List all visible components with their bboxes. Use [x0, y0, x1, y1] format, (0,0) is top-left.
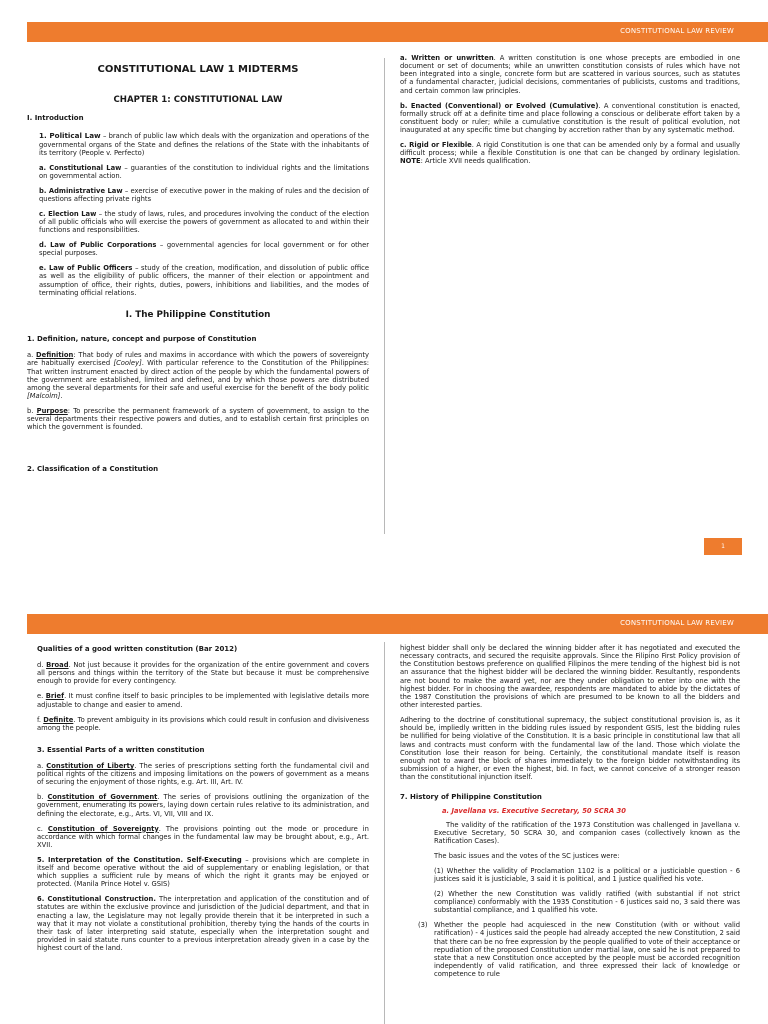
broad-paragraph: d. Broad. Not just because it provides for the organization of the entire government and covers all persons and things within the territory of the State but because it must be comprehensive enough to provide for every contingency.	[37, 661, 369, 686]
public-corporations-item: d. Law of Public Corporations – governmental agencies for local government or for other special purposes.	[39, 241, 369, 258]
issue-two: (2) Whether the new Constitution was validly ratified (with substantial if not strict compliance) conformably with the 1935 Constitution - 6 justices said no, 3 said there was substantial compliance, and 1 qualified his vote.	[434, 889, 740, 915]
written-unwritten-paragraph: a. Written or unwritten. A written constitution is one whose precepts are embodied in one document or set of documents; while an unwritten constitution consists of rules which have not been integrated into a single, concrete form but are scattered in various sources, such as statutes of a fundamental character, judicial decisions, commentaries of publicists, customs and traditions, and certain common law principles.	[400, 54, 740, 95]
issue-one: (1) Whether the validity of Proclamation 1102 is a political or a justiciable question - 6 justices said it is justiciable, 3 said it is political, and 1 justice qualified his vote.	[434, 866, 740, 883]
javellana-discussion	[400, 821, 740, 915]
right-column	[400, 644, 740, 978]
liberty-paragraph: a. Constitution of Liberty. The series of prescriptions setting forth the fundamental civil and political rights of the citizens and imposing limitations on the powers of government as a means of securing the enjoyment of those rights, e.g. Art. III, Art. IV.	[37, 762, 369, 787]
column-divider	[384, 642, 385, 1024]
classification-heading: 2. Classification of a Constitution	[27, 465, 159, 474]
election-law-item: c. Election Law – the study of laws, rules, and procedures involving the conduct of the election of all public officials who will exercise the powers of government as allocated to and within their functions and responsibilities.	[39, 209, 369, 235]
rigid-flexible-paragraph: c. Rigid or Flexible. A rigid Constitution is one that can be amended only by a formal and usually difficult process; while a flexible Constitution is one that can be changed by ordinary legislation. NOTE: Article XVII needs qualification.	[400, 141, 740, 166]
intro-items	[27, 132, 369, 296]
definite-paragraph: f. Definite. To prevent ambiguity in its provisions which could result in confusion and divisiveness among the people.	[37, 715, 369, 732]
intro-heading: I. Introduction	[27, 114, 84, 123]
sovereignty-paragraph: c. Constitution of Sovereignty. The provisions pointing out the mode or procedure in accordance with which formal changes in the fundamental law may be brought about, e.g., Art. XVII.	[37, 824, 369, 849]
government-paragraph: b. Constitution of Government. The series of provisions outlining the organization of the government, enumerating its powers, laying down certain rules relative to its administration, and defining the electorate, e.g., Arts. VI, VII, VIII and IX.	[37, 793, 370, 818]
issues-intro: The basic issues and the votes of the SC justices were:	[434, 851, 620, 860]
page-gap	[0, 576, 768, 600]
essential-parts-heading: 3. Essential Parts of a written constitution	[37, 745, 205, 754]
construction-paragraph: 6. Constitutional Construction. The interpretation and application of the constitution and of statutes are within the exclusive province and jurisdiction of the Judicial department, and that in enacting a law, the Legislature may not legally provide therein that it be interpreted in such a way that it may not violate a constitutional prohibition, thereby tying the hands of the courts in their task of later interpreting said statute, especially when the interpretation sought and provided in said statute runs counter to a previous interpretation already given in a case by the highest court of the land.	[37, 895, 370, 953]
bidder-paragraph: highest bidder shall only be declared the winning bidder after it has negotiated and executed the necessary contracts, and secured the requisite approvals. Since the Filipino First Policy provision of the Constitution bestows preference on qualified Filipinos the mere tending of the highest bid is not an assurance that the highest bidder will be declared the winning bidder. Resultantly, respondents are not bound to make the award yet, nor are they under obligation to enter into one with the highest bidder. For in choosing the awardee, respondents are mandated to abide by the dictates of the 1987 Constitution the provisions of which are presumed to be known to all the bidders and other interested parties.	[400, 644, 740, 710]
page-number-badge: 1	[704, 538, 742, 555]
header-label: CONSTITUTIONAL LAW REVIEW	[620, 27, 734, 35]
brief-paragraph: e. Brief. It must confine itself to basic principles to be implemented with legislative details more adjustable to change and easier to amend.	[37, 692, 369, 709]
administrative-law-item: b. Administrative Law – exercise of executive power in the making of rules and the decision of questions affecting private rights	[39, 186, 369, 203]
left-column	[37, 645, 369, 959]
constitutional-law-item: a. Constitutional Law – guaranties of the constitution to individual rights and the limitations on governmental action.	[39, 163, 370, 180]
document-title: CONSTITUTIONAL LAW 1 MIDTERMS	[97, 64, 299, 75]
javellana-case-title: a. Javellana vs. Executive Secretary, 50 SCRA 30	[442, 807, 626, 816]
political-law-item: 1. Political Law – branch of public law which deals with the organization and operations of the governmental organs of the State and defines the relations of the State with the inhabitants of its territory (People v. Perfecto)	[39, 131, 369, 157]
part-heading: I. The Philippine Constitution	[125, 309, 271, 320]
chapter-heading: CHAPTER 1: CONSTITUTIONAL LAW	[113, 95, 283, 106]
supremacy-paragraph: Adhering to the doctrine of constitutional supremacy, the subject constitutional provision is, as it should be, impliedly written in the bidding rules issued by respondent GSIS, lest the bidding rules be nullified for being violative of the Constitution. It is a basic principle in constitutional law that all laws and contracts must conform with the fundamental law of the land. Those which violate the Constitution lose their reason for being. Certainly, the constitutional mandate itself is reason enough not to award the block of shares immediately to the foreign bidder notwithstanding its submission of a higher, or even the highest, bid. In fact, we cannot conceive of a stronger reason than the constitutional injunction itself.	[400, 716, 740, 782]
history-heading: 7. History of Philippine Constitution	[400, 793, 542, 802]
definition-paragraph: a. Definition: That body of rules and maxims in accordance with which the powers of sovereignty are habitually exercised [Cooley]. With particular reference to the Constitution of the Philippines: That written instrument enacted by direct action of the people by which the fundamental powers of the government are established, limited and defined, and by which those powers are distributed among the several departments for their safe and useful exercise for the benefit of the body politic [Malcolm].	[27, 351, 369, 401]
page-header-bar	[27, 22, 768, 42]
qualities-heading: Qualities of a good written constitution (Bar 2012)	[37, 645, 238, 653]
header-label: CONSTITUTIONAL LAW REVIEW	[620, 619, 734, 627]
document-page-2	[0, 600, 768, 1024]
javellana-paragraph: The validity of the ratification of the 1973 Constitution was challenged in Javellana v. Executive Secretary, 50 SCRA 30, and companion cases (collectively known as the Ratification Cases).	[434, 820, 740, 845]
purpose-paragraph: b. Purpose: To prescribe the permanent framework of a system of government, to assign to the several departments their respective powers and duties, and to establish certain first principles on which the government is founded.	[27, 407, 369, 432]
definition-heading: 1. Definition, nature, concept and purpose of Constitution	[27, 335, 257, 344]
issue-three: (3) Whether the people had acquiesced in the new Constitution (with or without valid ratification) - 4 justices said the people had already accepted the new Constitution, 2 said that there can be no free expression by the people qualified to vote of their acceptance or repudiation of the proposed Constitution under martial law, one said he is not prepared to state that a new Constitution once accepted by the people must be accorded recognition independently of valid ratification, and three expressed their lack of knowledge or competence to rule	[418, 921, 740, 979]
public-officers-item: e. Law of Public Officers – study of the creation, modification, and dissolution of public office as well as the eligibility of public officers, the manner of their election or appointment and assumption of office, their rights, duties, powers, inhibitions and liabilities, and the modes of terminating official relations.	[39, 264, 369, 297]
enacted-evolved-paragraph: b. Enacted (Conventional) or Evolved (Cumulative). A conventional constitution is enacted, formally struck off at a definite time and place following a conscious or deliberate effort taken by a constituent body or ruler; while a cumulative constitution is the result of political evolution, not inaugurated at any specific time but changing by accretion rather than by any systematic method.	[400, 101, 740, 135]
left-column	[27, 66, 369, 480]
interpretation-paragraph: 5. Interpretation of the Constitution. Self-Executing – provisions which are complete in itself and become operative without the aid of supplementary or enabling legislation, or that which supplies a sufficient rule by means of which the right it grants may be enjoyed or protected. (Manila Prince Hotel v. GSIS)	[37, 855, 369, 889]
page-header-bar	[27, 614, 768, 634]
right-column	[400, 54, 740, 172]
column-divider	[384, 58, 385, 534]
